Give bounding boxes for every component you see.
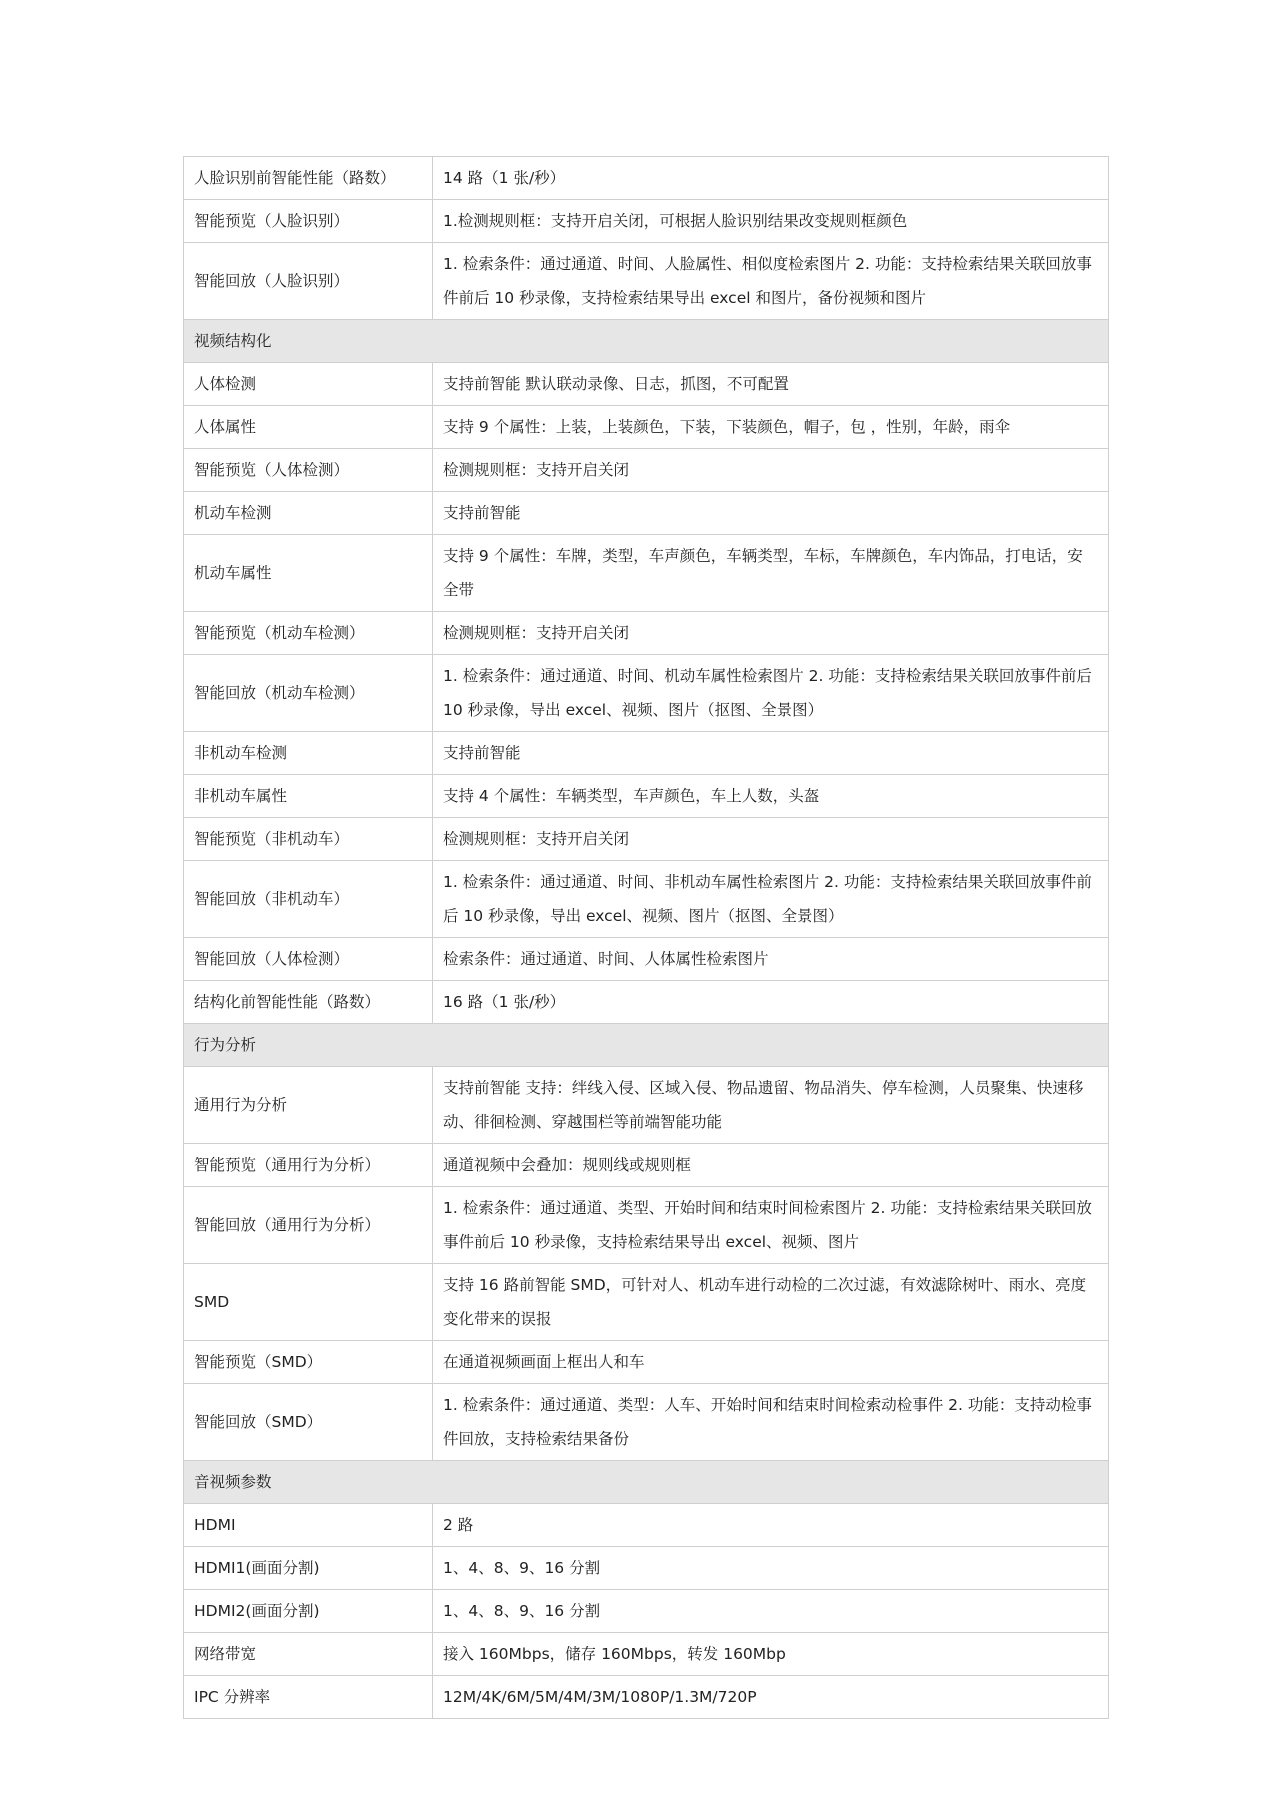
spec-row [184, 1384, 1109, 1461]
spec-key: 智能预览（人体检测） [184, 449, 433, 492]
spec-row [184, 200, 1109, 243]
spec-value: 2 路 [433, 1504, 1109, 1547]
section-header-row [184, 1461, 1109, 1504]
spec-table [183, 156, 1109, 1719]
spec-value: 1. 检索条件：通过通道、时间、人脸属性、相似度检索图片 2. 功能：支持检索结果关联回放事件前后 10 秒录像，支持检索结果导出 excel 和图片，备份视频和图片 [433, 243, 1109, 320]
spec-value: 检测规则框：支持开启关闭 [433, 612, 1109, 655]
section-title: 视频结构化 [184, 320, 1109, 363]
spec-key: 智能回放（非机动车） [184, 861, 433, 938]
spec-row [184, 243, 1109, 320]
spec-key: 非机动车属性 [184, 775, 433, 818]
spec-key: 智能回放（SMD） [184, 1384, 433, 1461]
spec-row [184, 1144, 1109, 1187]
section-header-row [184, 1024, 1109, 1067]
spec-value: 支持前智能 默认联动录像、日志，抓图，不可配置 [433, 363, 1109, 406]
spec-key: HDMI1(画面分割) [184, 1547, 433, 1590]
spec-value: 支持前智能 支持：绊线入侵、区域入侵、物品遗留、物品消失、停车检测，人员聚集、快速移动、徘徊检测、穿越围栏等前端智能功能 [433, 1067, 1109, 1144]
spec-key: 智能预览（SMD） [184, 1341, 433, 1384]
spec-key: 非机动车检测 [184, 732, 433, 775]
spec-key: 人脸识别前智能性能（路数） [184, 157, 433, 200]
spec-row [184, 1341, 1109, 1384]
spec-row [184, 655, 1109, 732]
spec-row [184, 818, 1109, 861]
spec-key: 结构化前智能性能（路数） [184, 981, 433, 1024]
spec-row [184, 1067, 1109, 1144]
spec-key: 人体属性 [184, 406, 433, 449]
spec-row [184, 492, 1109, 535]
spec-value: 支持 16 路前智能 SMD，可针对人、机动车进行动检的二次过滤，有效滤除树叶、雨水、亮度变化带来的误报 [433, 1264, 1109, 1341]
spec-row [184, 157, 1109, 200]
spec-key: 智能回放（通用行为分析） [184, 1187, 433, 1264]
spec-value: 支持前智能 [433, 732, 1109, 775]
spec-value: 接入 160Mbps，储存 160Mbps，转发 160Mbp [433, 1633, 1109, 1676]
spec-value: 支持 9 个属性：车牌，类型，车声颜色，车辆类型，车标，车牌颜色，车内饰品，打电话，安全带 [433, 535, 1109, 612]
spec-value: 支持 4 个属性：车辆类型，车声颜色，车上人数，头盔 [433, 775, 1109, 818]
spec-row [184, 449, 1109, 492]
spec-row [184, 732, 1109, 775]
spec-value: 1. 检索条件：通过通道、时间、机动车属性检索图片 2. 功能：支持检索结果关联回放事件前后 10 秒录像，导出 excel、视频、图片（抠图、全景图） [433, 655, 1109, 732]
spec-key: 智能回放（机动车检测） [184, 655, 433, 732]
spec-value: 14 路（1 张/秒） [433, 157, 1109, 200]
spec-value: 检测规则框：支持开启关闭 [433, 818, 1109, 861]
spec-row [184, 535, 1109, 612]
spec-row [184, 1590, 1109, 1633]
section-title: 音视频参数 [184, 1461, 1109, 1504]
spec-value: 1、4、8、9、16 分割 [433, 1590, 1109, 1633]
spec-key: 智能预览（通用行为分析） [184, 1144, 433, 1187]
spec-row [184, 363, 1109, 406]
spec-key: SMD [184, 1264, 433, 1341]
spec-value: 1. 检索条件：通过通道、类型、开始时间和结束时间检索图片 2. 功能：支持检索结果关联回放事件前后 10 秒录像，支持检索结果导出 excel、视频、图片 [433, 1187, 1109, 1264]
spec-row [184, 1504, 1109, 1547]
spec-row [184, 1264, 1109, 1341]
section-title: 行为分析 [184, 1024, 1109, 1067]
spec-key: 智能预览（人脸识别） [184, 200, 433, 243]
spec-value: 1. 检索条件：通过通道、时间、非机动车属性检索图片 2. 功能：支持检索结果关联回放事件前后 10 秒录像，导出 excel、视频、图片（抠图、全景图） [433, 861, 1109, 938]
spec-key: 机动车检测 [184, 492, 433, 535]
section-header-row [184, 320, 1109, 363]
spec-key: 智能预览（非机动车） [184, 818, 433, 861]
spec-table-body [184, 157, 1109, 1719]
spec-value: 通道视频中会叠加：规则线或规则框 [433, 1144, 1109, 1187]
spec-row [184, 1676, 1109, 1719]
spec-key: HDMI [184, 1504, 433, 1547]
spec-key: 智能回放（人脸识别） [184, 243, 433, 320]
spec-key: 通用行为分析 [184, 1067, 433, 1144]
spec-row [184, 1633, 1109, 1676]
spec-row [184, 406, 1109, 449]
spec-key: IPC 分辨率 [184, 1676, 433, 1719]
spec-key: 机动车属性 [184, 535, 433, 612]
spec-value: 检测规则框：支持开启关闭 [433, 449, 1109, 492]
spec-value: 1. 检索条件：通过通道、类型：人车、开始时间和结束时间检索动检事件 2. 功能：支持动检事件回放，支持检索结果备份 [433, 1384, 1109, 1461]
spec-value: 检索条件：通过通道、时间、人体属性检索图片 [433, 938, 1109, 981]
spec-value: 支持 9 个属性：上装，上装颜色，下装，下装颜色，帽子，包 ，性别，年龄，雨伞 [433, 406, 1109, 449]
spec-row [184, 861, 1109, 938]
spec-row [184, 938, 1109, 981]
spec-value: 1.检测规则框：支持开启关闭，可根据人脸识别结果改变规则框颜色 [433, 200, 1109, 243]
spec-key: 智能回放（人体检测） [184, 938, 433, 981]
spec-value: 12M/4K/6M/5M/4M/3M/1080P/1.3M/720P [433, 1676, 1109, 1719]
spec-value: 16 路（1 张/秒） [433, 981, 1109, 1024]
spec-row [184, 775, 1109, 818]
spec-value: 在通道视频画面上框出人和车 [433, 1341, 1109, 1384]
spec-value: 支持前智能 [433, 492, 1109, 535]
spec-key: 智能预览（机动车检测） [184, 612, 433, 655]
spec-row [184, 981, 1109, 1024]
spec-key: 网络带宽 [184, 1633, 433, 1676]
spec-key: 人体检测 [184, 363, 433, 406]
spec-value: 1、4、8、9、16 分割 [433, 1547, 1109, 1590]
spec-key: HDMI2(画面分割) [184, 1590, 433, 1633]
spec-row [184, 612, 1109, 655]
spec-row [184, 1547, 1109, 1590]
spec-row [184, 1187, 1109, 1264]
